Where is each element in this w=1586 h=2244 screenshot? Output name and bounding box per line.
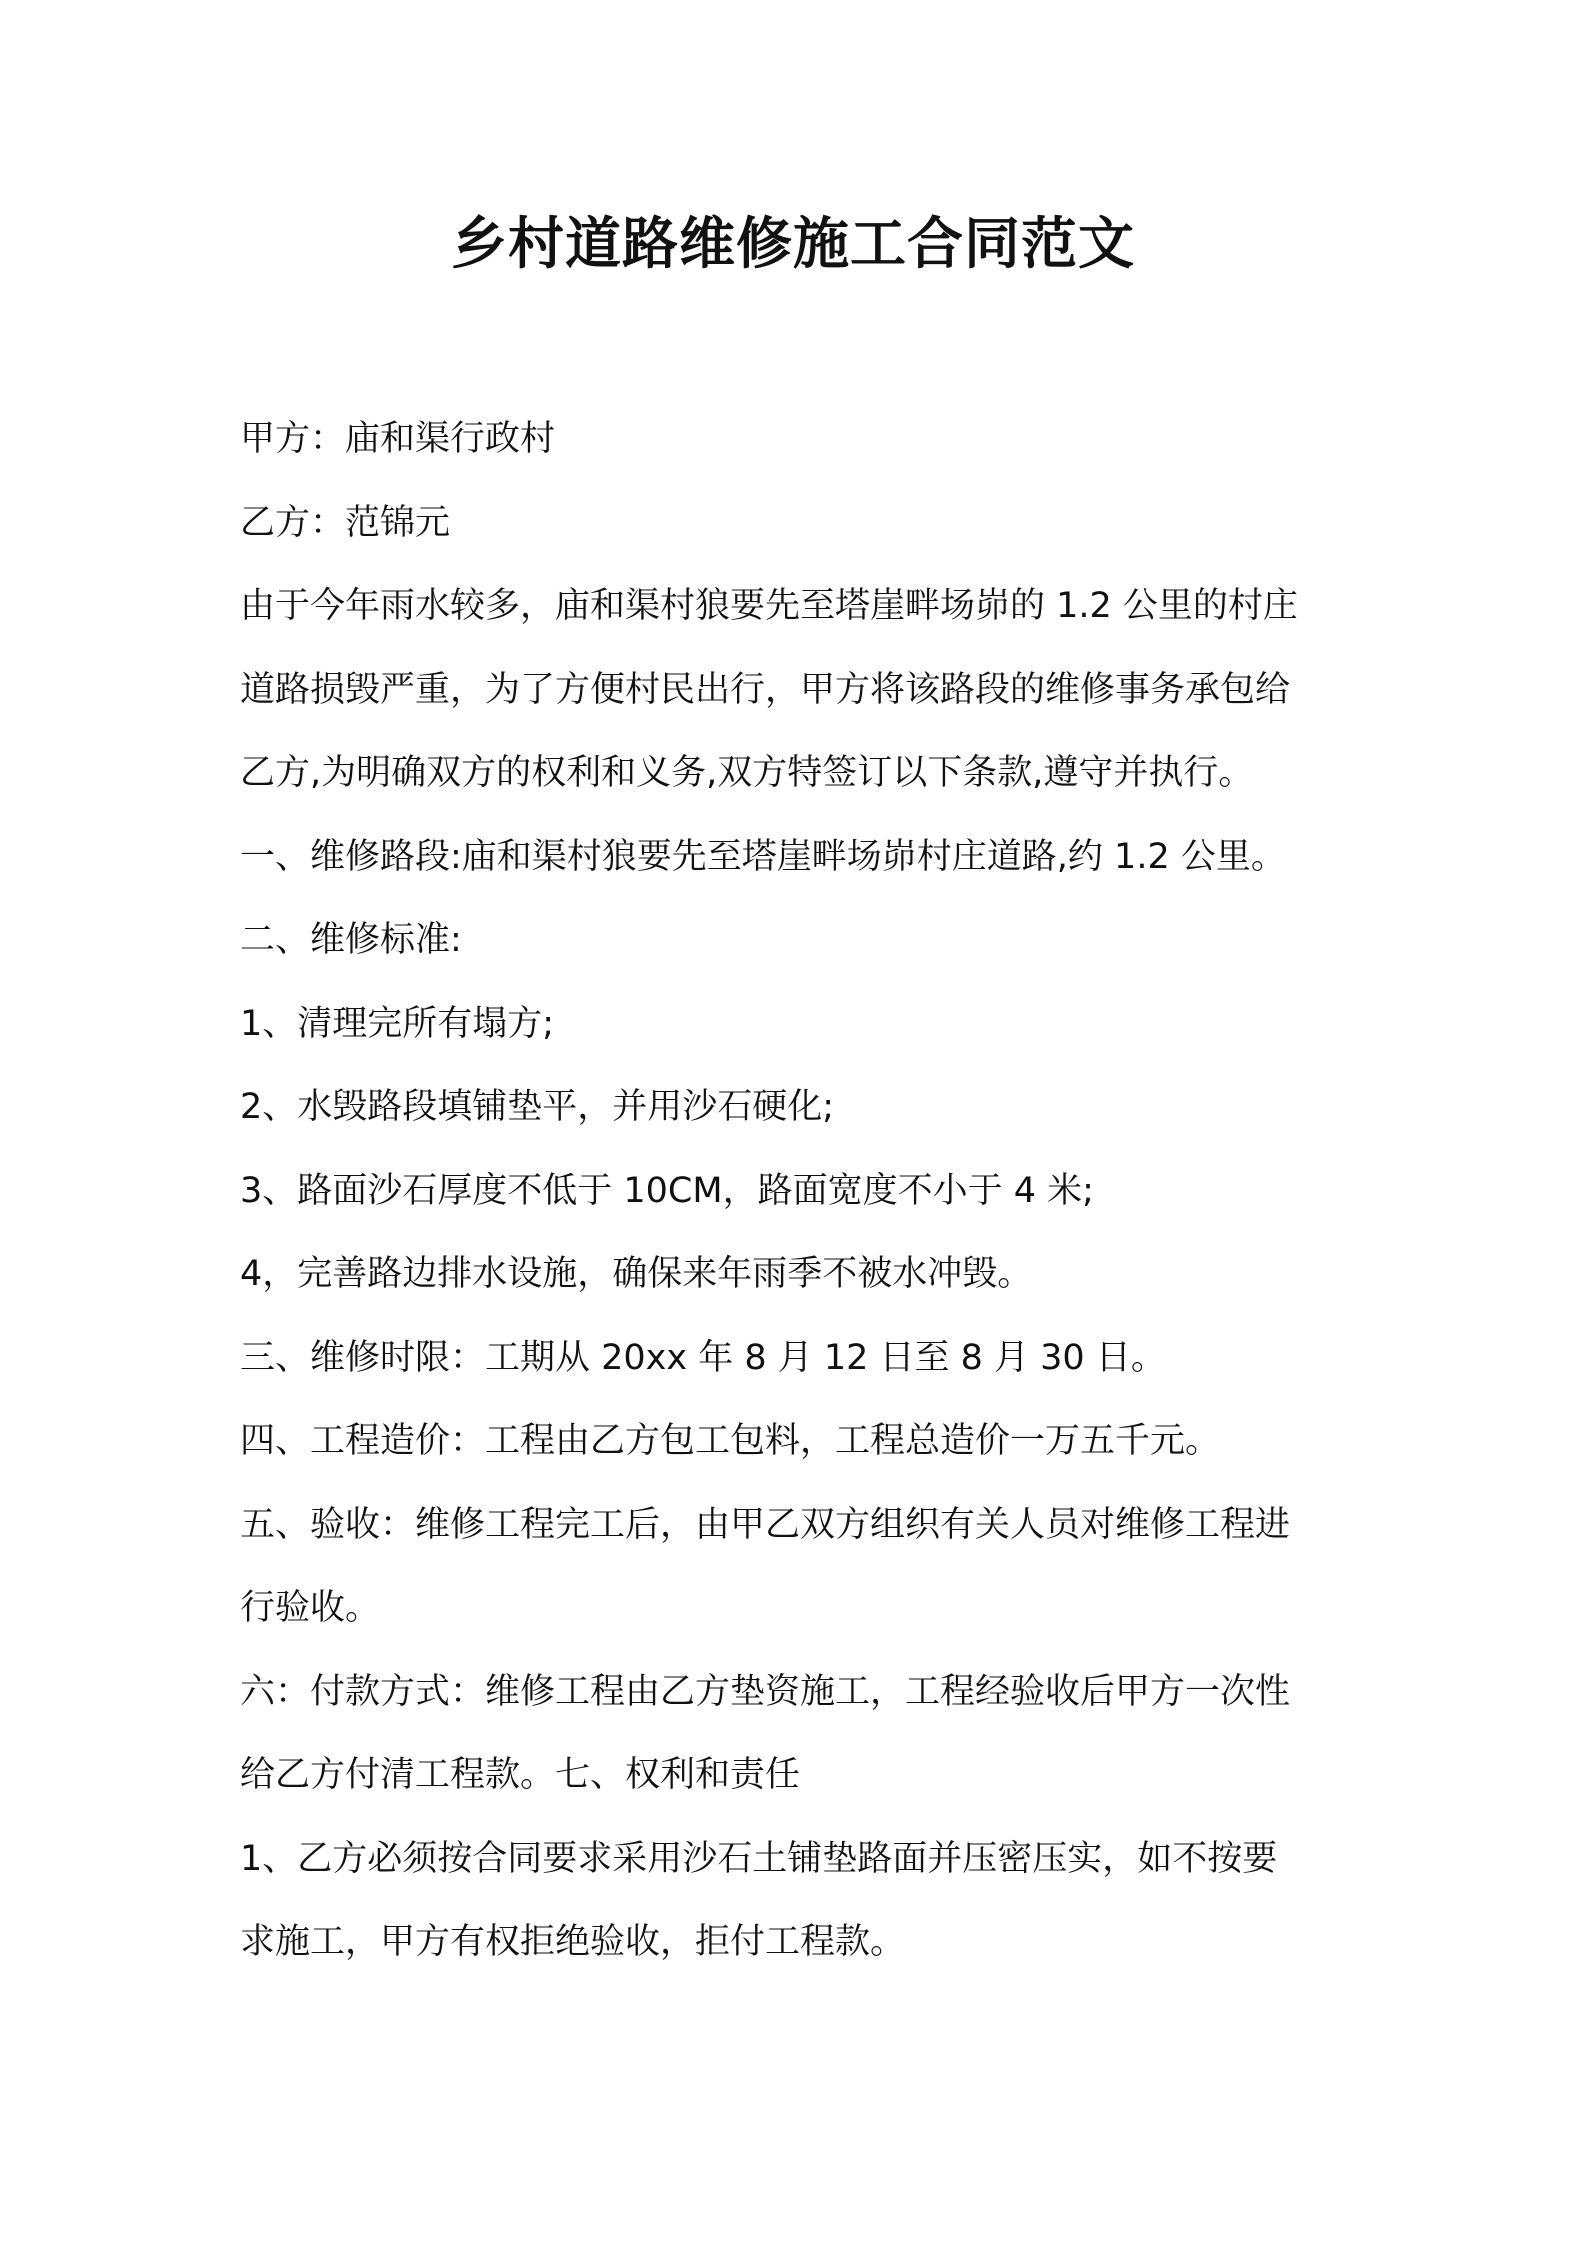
section-repair-road: 一、维修路段:庙和渠村狼要先至塔崖畔场峁村庄道路,约 1.2 公里。	[240, 836, 1286, 877]
party-a-line: 甲方：庙和渠行政村	[240, 419, 556, 459]
section-acceptance: 五、验收：维修工程完工后，由甲乙双方组织有关人员对维修工程进	[240, 1504, 1291, 1545]
section-project-cost: 四、工程造价：工程由乙方包工包料，工程总造价一万五千元。	[240, 1421, 1221, 1461]
standard-item: 4，完善路边排水设施，确保来年雨季不被水冲毁。	[240, 1254, 1033, 1294]
section-payment-cont: 给乙方付清工程款。七、权利和责任	[240, 1755, 801, 1795]
standard-item: 3、路面沙石厚度不低于 10CM，路面宽度不小于 4 米;	[240, 1170, 1094, 1211]
paragraph-line: 道路损毁严重，为了方便村民出行，甲方将该路段的维修事务承包给	[240, 669, 1291, 710]
standard-item: 1、清理完所有塌方;	[240, 1003, 555, 1044]
party-b-line: 乙方：范锦元	[240, 502, 451, 543]
section-repair-time: 三、维修时限：工期从 20xx 年 8 月 12 日至 8 月 30 日。	[240, 1337, 1166, 1378]
document-body	[240, 398, 1360, 1985]
section-repair-standard: 二、维修标准:	[240, 920, 462, 960]
section-acceptance-cont: 行验收。	[240, 1588, 381, 1628]
section-payment: 六：付款方式：维修工程由乙方垫资施工，工程经验收后甲方一次性	[240, 1671, 1291, 1712]
paragraph-line: 乙方,为明确双方的权利和义务,双方特签订以下条款,遵守并执行。	[240, 753, 1254, 793]
rights-item: 1、乙方必须按合同要求采用沙石土铺垫路面并压密压实，如不按要	[240, 1838, 1278, 1879]
paragraph-line: 由于今年雨水较多，庙和渠村狼要先至塔崖畔场峁的 1.2 公里的村庄	[240, 586, 1298, 626]
document-title: 乡村道路维修施工合同范文	[451, 212, 1135, 277]
rights-item-cont: 求施工，甲方有权拒绝验收，拒付工程款。	[240, 1922, 906, 1962]
standard-item: 2、水毁路段填铺垫平，并用沙石硬化;	[240, 1087, 835, 1127]
